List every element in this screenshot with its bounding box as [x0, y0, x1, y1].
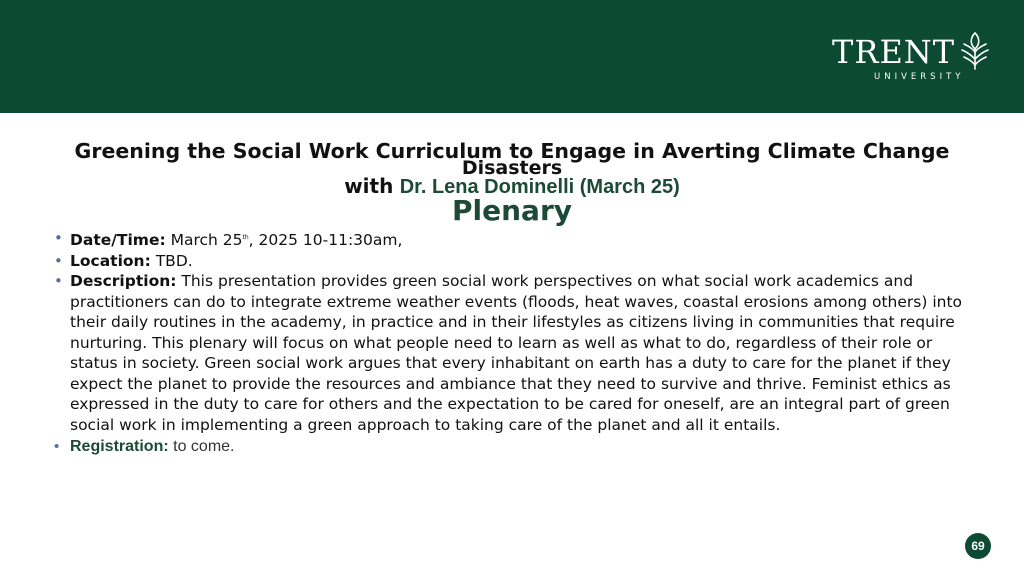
bullet-icon: •	[54, 251, 63, 270]
logo-subtitle: UNIVERSITY	[874, 72, 965, 82]
list-item-registration	[54, 437, 984, 458]
title-with: with	[344, 174, 394, 198]
list-item-description	[54, 271, 984, 435]
list-item-location	[54, 251, 984, 272]
trent-university-logo	[832, 30, 992, 84]
bullet-icon: •	[54, 272, 63, 291]
header-band	[0, 0, 1024, 113]
datetime-value-post: , 2025 10-11:30am,	[248, 231, 403, 250]
list-item-datetime	[54, 228, 984, 251]
description-value: This presentation provides green social work perspectives on what social work academics and practitioners can do to integrate extreme weather events (floods, heat waves, coastal erosions among others) into their daily routines in the academy, in practice and in their lifestyles as citizens living in communities that require nurturing. This plenary will focus on what people need to learn as well as what to do, regardless of their role or status in society. Green social work argues that every inhabitant on earth has a duty to care for the planet if they expect the planet to provide the resources and ambiance that they need to survive and thrive. Feminist ethics as expressed in the duty to care for others and the expectation to be cared for oneself, are an integral part of green social work in implementing a green approach to taking care of the planet and all it entails.	[70, 272, 963, 434]
registration-label: Registration:	[70, 438, 169, 456]
details-list	[54, 228, 984, 458]
page-number-badge: 69	[965, 533, 991, 559]
datetime-sup: th	[242, 234, 249, 241]
datetime-label: Date/Time:	[70, 231, 166, 250]
bullet-icon: •	[54, 229, 63, 247]
trent-crest-icon	[958, 30, 992, 70]
registration-value: to come.	[173, 438, 235, 456]
title-line-2: Disasters	[461, 157, 563, 179]
datetime-value-pre: March 25	[170, 231, 243, 250]
location-value: TBD.	[155, 251, 193, 270]
bullet-icon: •	[54, 438, 60, 456]
title-speaker: Dr. Lena Dominelli (March 25)	[399, 176, 680, 198]
title-plenary: Plenary	[452, 194, 572, 227]
title-line-1: Greening the Social Work Curriculum to Engage in Averting Climate Change	[74, 139, 950, 163]
location-label: Location:	[70, 251, 151, 270]
description-label: Description:	[70, 272, 177, 291]
logo-wordmark: TRENT	[832, 33, 956, 71]
